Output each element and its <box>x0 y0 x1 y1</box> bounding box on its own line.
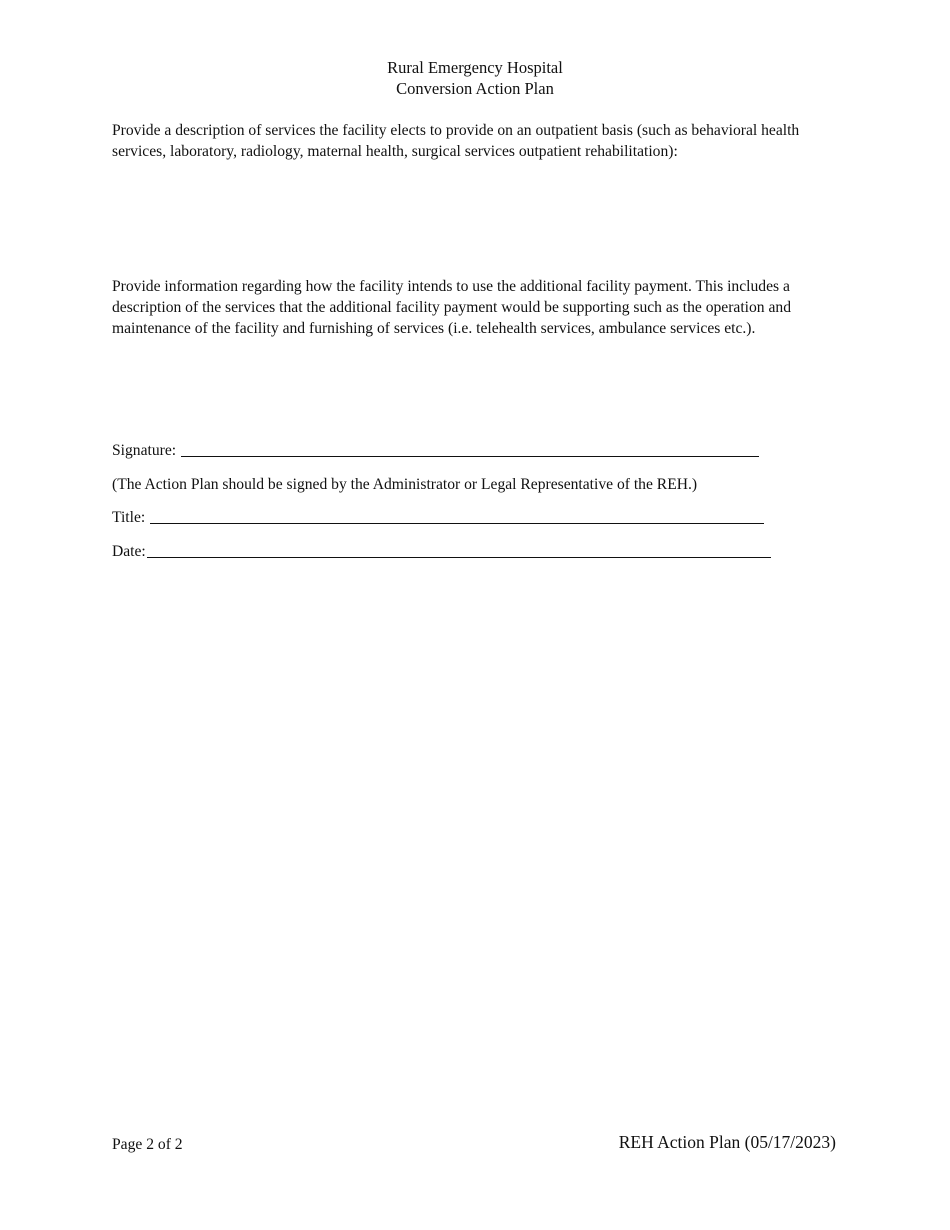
facility-payment-prompt: Provide information regarding how the facility intends to use the additional facility payment. This includes a description of the services that the additional facility payment would be supporting such as the operation and maintenance of the facility and furnishing of services (i.e. telehealth services, ambulance services etc.). <box>112 278 792 337</box>
title-label: Title: <box>112 509 146 526</box>
signature-line[interactable] <box>181 442 759 457</box>
document-header <box>0 57 950 99</box>
signature-note: (The Action Plan should be signed by the Administrator or Legal Representative of the REH.) <box>112 476 698 493</box>
document-title-line-2: Conversion Action Plan <box>396 79 554 98</box>
signature-label: Signature: <box>112 442 177 459</box>
title-line[interactable] <box>150 509 764 524</box>
signature-field <box>112 440 759 461</box>
title-field <box>112 507 764 528</box>
form-identifier: REH Action Plan (05/17/2023) <box>618 1132 836 1152</box>
date-label: Date: <box>112 543 146 560</box>
document-title-line-1: Rural Emergency Hospital <box>387 58 563 77</box>
date-line[interactable] <box>147 543 771 558</box>
outpatient-services-prompt: Provide a description of services the facility elects to provide on an outpatient basis (such as behavioral health services, laboratory, radiology, maternal health, surgical services outpatient rehabilitation): <box>112 122 800 160</box>
page-number: Page 2 of 2 <box>112 1136 183 1153</box>
date-field <box>112 541 771 562</box>
